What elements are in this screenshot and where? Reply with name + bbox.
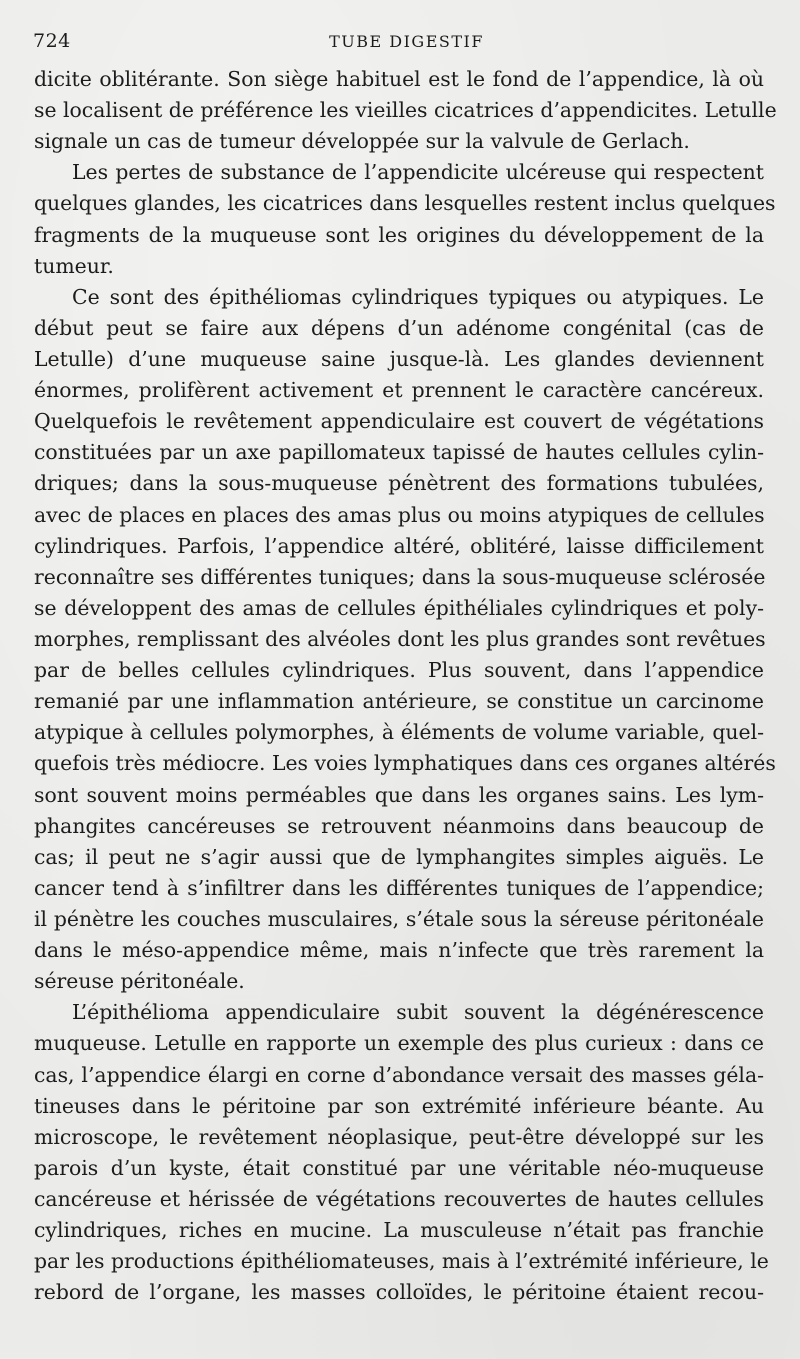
text-line: L’épithélioma appendiculaire subit souvent la dégénérescence: [72, 1000, 764, 1025]
body-text: [34, 64, 777, 1308]
text-line: début peut se faire aux dépens d’un adénome congénital (cas de: [34, 315, 764, 340]
text-line: tineuses dans le péritoine par son extrémité inférieure béante. Au: [34, 1093, 764, 1118]
text-line: par les productions épithéliomateuses, mais à l’extrémité inférieure, le: [34, 1249, 769, 1274]
text-line: cancer tend à s’infiltrer dans les différentes tuniques de l’appendice;: [34, 875, 764, 900]
text-line: séreuse péritonéale.: [34, 969, 245, 994]
text-line: cylindriques, riches en mucine. La musculeuse n’était pas franchie: [34, 1218, 764, 1243]
text-line: quefois très médiocre. Les voies lymphatiques dans ces organes altérés: [34, 751, 776, 776]
text-line: Letulle) d’une muqueuse saine jusque-là. Les glandes deviennent: [34, 346, 764, 371]
text-line: cas; il peut ne s’agir aussi que de lymphangites simples aiguës. Le: [34, 844, 764, 869]
text-line: rebord de l’organe, les masses colloïdes, le péritoine étaient recou-: [34, 1280, 764, 1305]
text-line: dicite oblitérante. Son siège habituel est le fond de l’appendice, là où: [34, 67, 764, 91]
text-line: sont souvent moins perméables que dans les organes sains. Les lym-: [34, 782, 764, 807]
text-line: parois d’un kyste, était constitué par une véritable néo-muqueuse: [34, 1155, 764, 1180]
text-line: Ce sont des épithéliomas cylindriques typiques ou atypiques. Le: [72, 284, 764, 309]
running-title: TUBE DIGESTIF: [329, 32, 484, 51]
text-line: fragments de la muqueuse sont les origines du développement de la: [34, 222, 764, 247]
text-line: dans le méso-appendice même, mais n’infecte que très rarement la: [34, 938, 764, 963]
text-line: microscope, le revêtement néoplasique, peut-être développé sur les: [34, 1124, 764, 1149]
running-head: [33, 30, 760, 56]
text-line: avec de places en places des amas plus ou moins atypiques de cellules: [34, 502, 765, 527]
text-line: reconnaître ses différentes tuniques; dans la sous-muqueuse sclérosée: [34, 564, 766, 589]
text-line: se développent des amas de cellules épithéliales cylindriques et poly-: [34, 595, 764, 620]
text-line: signale un cas de tumeur développée sur la valvule de Gerlach.: [34, 129, 690, 154]
text-line: constituées par un axe papillomateux tapissé de hautes cellules cylin-: [34, 440, 764, 465]
text-line: Les pertes de substance de l’appendicite ulcéreuse qui respectent: [72, 160, 764, 185]
text-line: tumeur.: [34, 253, 114, 278]
text-line: énormes, prolifèrent activement et prennent le caractère cancéreux.: [34, 378, 764, 403]
text-line: par de belles cellules cylindriques. Plus souvent, dans l’appendice: [34, 658, 764, 683]
text-line: cancéreuse et hérissée de végétations recouvertes de hautes cellules: [34, 1186, 764, 1211]
text-line: driques; dans la sous-muqueuse pénètrent des formations tubulées,: [34, 471, 764, 496]
text-line: phangites cancéreuses se retrouvent néanmoins dans beaucoup de: [34, 813, 764, 838]
text-line: quelques glandes, les cicatrices dans lesquelles restent inclus quelques: [34, 191, 776, 216]
text-line: remanié par une inflammation antérieure, se constitue un carcinome: [34, 689, 764, 714]
text-line: morphes, remplissant des alvéoles dont les plus grandes sont revêtues: [34, 626, 766, 651]
text-line: cas, l’appendice élargi en corne d’abondance versait des masses géla-: [34, 1062, 764, 1087]
text-line: cylindriques. Parfois, l’appendice altéré, oblitéré, laisse difficilement: [34, 533, 764, 558]
page-number: 724: [33, 30, 71, 52]
text-line: il pénètre les couches musculaires, s’étale sous la séreuse péritonéale: [34, 906, 764, 931]
text-line: atypique à cellules polymorphes, à éléments de volume variable, quel-: [34, 720, 764, 745]
text-line: Quelquefois le revêtement appendiculaire est couvert de végétations: [34, 409, 764, 434]
text-line: se localisent de préférence les vieilles cicatrices d’appendicites. Letulle: [34, 98, 777, 123]
text-line: muqueuse. Letulle en rapporte un exemple des plus curieux : dans ce: [34, 1031, 764, 1056]
